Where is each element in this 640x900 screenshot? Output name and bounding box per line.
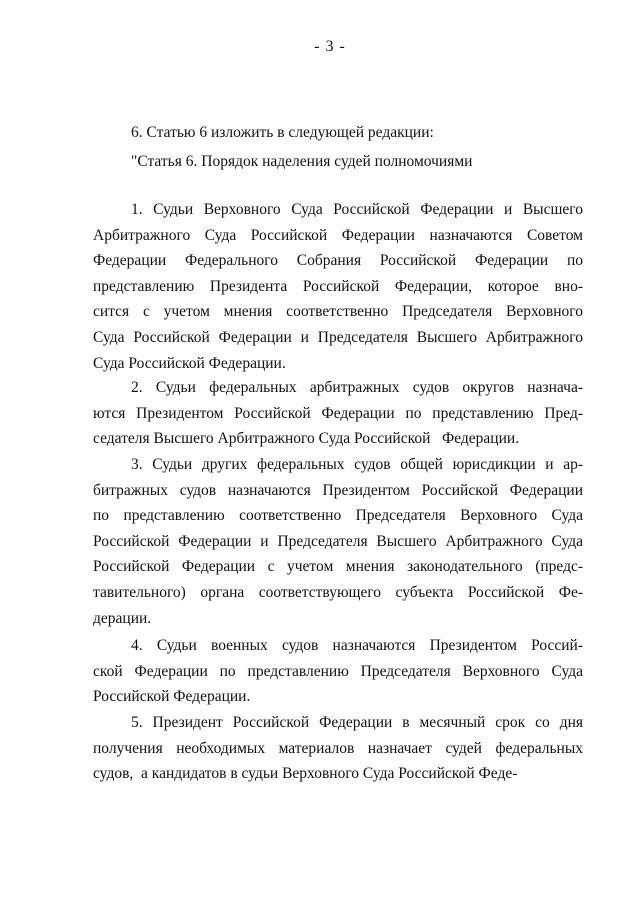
paragraph-3-line-7: дерации. xyxy=(93,609,152,627)
paragraph-3-line-2: битражных судов назначаются Президентом Российской Федерации xyxy=(93,481,583,499)
paragraph-2-line-2: ются Президентом Российской Федерации по представлению Пред- xyxy=(93,404,583,422)
paragraph-4-line-2: ской Федерации по представлению Председателя Верховного Суда xyxy=(93,662,583,680)
paragraph-3-line-6: тавительного) органа соответствующего субъекта Российской Фе- xyxy=(93,584,583,601)
paragraph-1-line-2: Арбитражного Суда Российской Федерации назначаются Советом xyxy=(93,226,583,244)
paragraph-3-line-5: Российской Федерации с учетом мнения законодательного (предс- xyxy=(93,558,583,576)
paragraph-4-line-1: 4. Судьи военных судов назначаются Президентом Россий- xyxy=(131,637,583,654)
paragraph-5-line-2: получения необходимых материалов назначает судей федеральных xyxy=(93,739,583,757)
article-heading: "Статья 6. Порядок наделения судей полномочиями xyxy=(131,153,473,170)
paragraph-1-line-1: 1. Судьи Верховного Суда Российской Федерации и Высшего xyxy=(131,201,583,218)
paragraph-2-line-3: седателя Высшего Арбитражного Суда Российской Федерации. xyxy=(93,430,520,448)
paragraph-1-line-4: представлению Президента Российской Федерации, которое вно- xyxy=(93,277,583,295)
page-number: - 3 - xyxy=(314,38,346,55)
paragraph-1-line-6: Суда Российской Федерации и Председателя Высшего Арбитражного xyxy=(93,329,583,346)
paragraph-3-line-3: по представлению соответственно Председателя Верховного Суда xyxy=(93,507,583,525)
paragraph-1-line-3: Федерации Федерального Собрания Российской Федерации по xyxy=(93,252,583,270)
paragraph-5-line-3: судов, а кандидатов в судьи Верховного Суда Российской Феде- xyxy=(93,765,518,783)
paragraph-2-line-1: 2. Судьи федеральных арбитражных судов округов назнача- xyxy=(131,379,583,396)
paragraph-4-line-3: Российской Федерации. xyxy=(93,688,251,706)
paragraph-3-line-1: 3. Судьи других федеральных судов общей юрисдикции и ар- xyxy=(131,456,583,473)
paragraph-1-line-5: сится с учетом мнения соответственно Председателя Верховного xyxy=(93,303,583,321)
paragraph-3-line-4: Российской Федерации и Председателя Высшего Арбитражного Суда xyxy=(93,532,583,550)
paragraph-5-line-1: 5. Президент Российской Федерации в месячный срок со дня xyxy=(131,714,583,731)
paragraph-1-line-7: Суда Российской Федерации. xyxy=(93,354,286,372)
article-instruction: 6. Статью 6 изложить в следующей редакции: xyxy=(131,124,434,141)
